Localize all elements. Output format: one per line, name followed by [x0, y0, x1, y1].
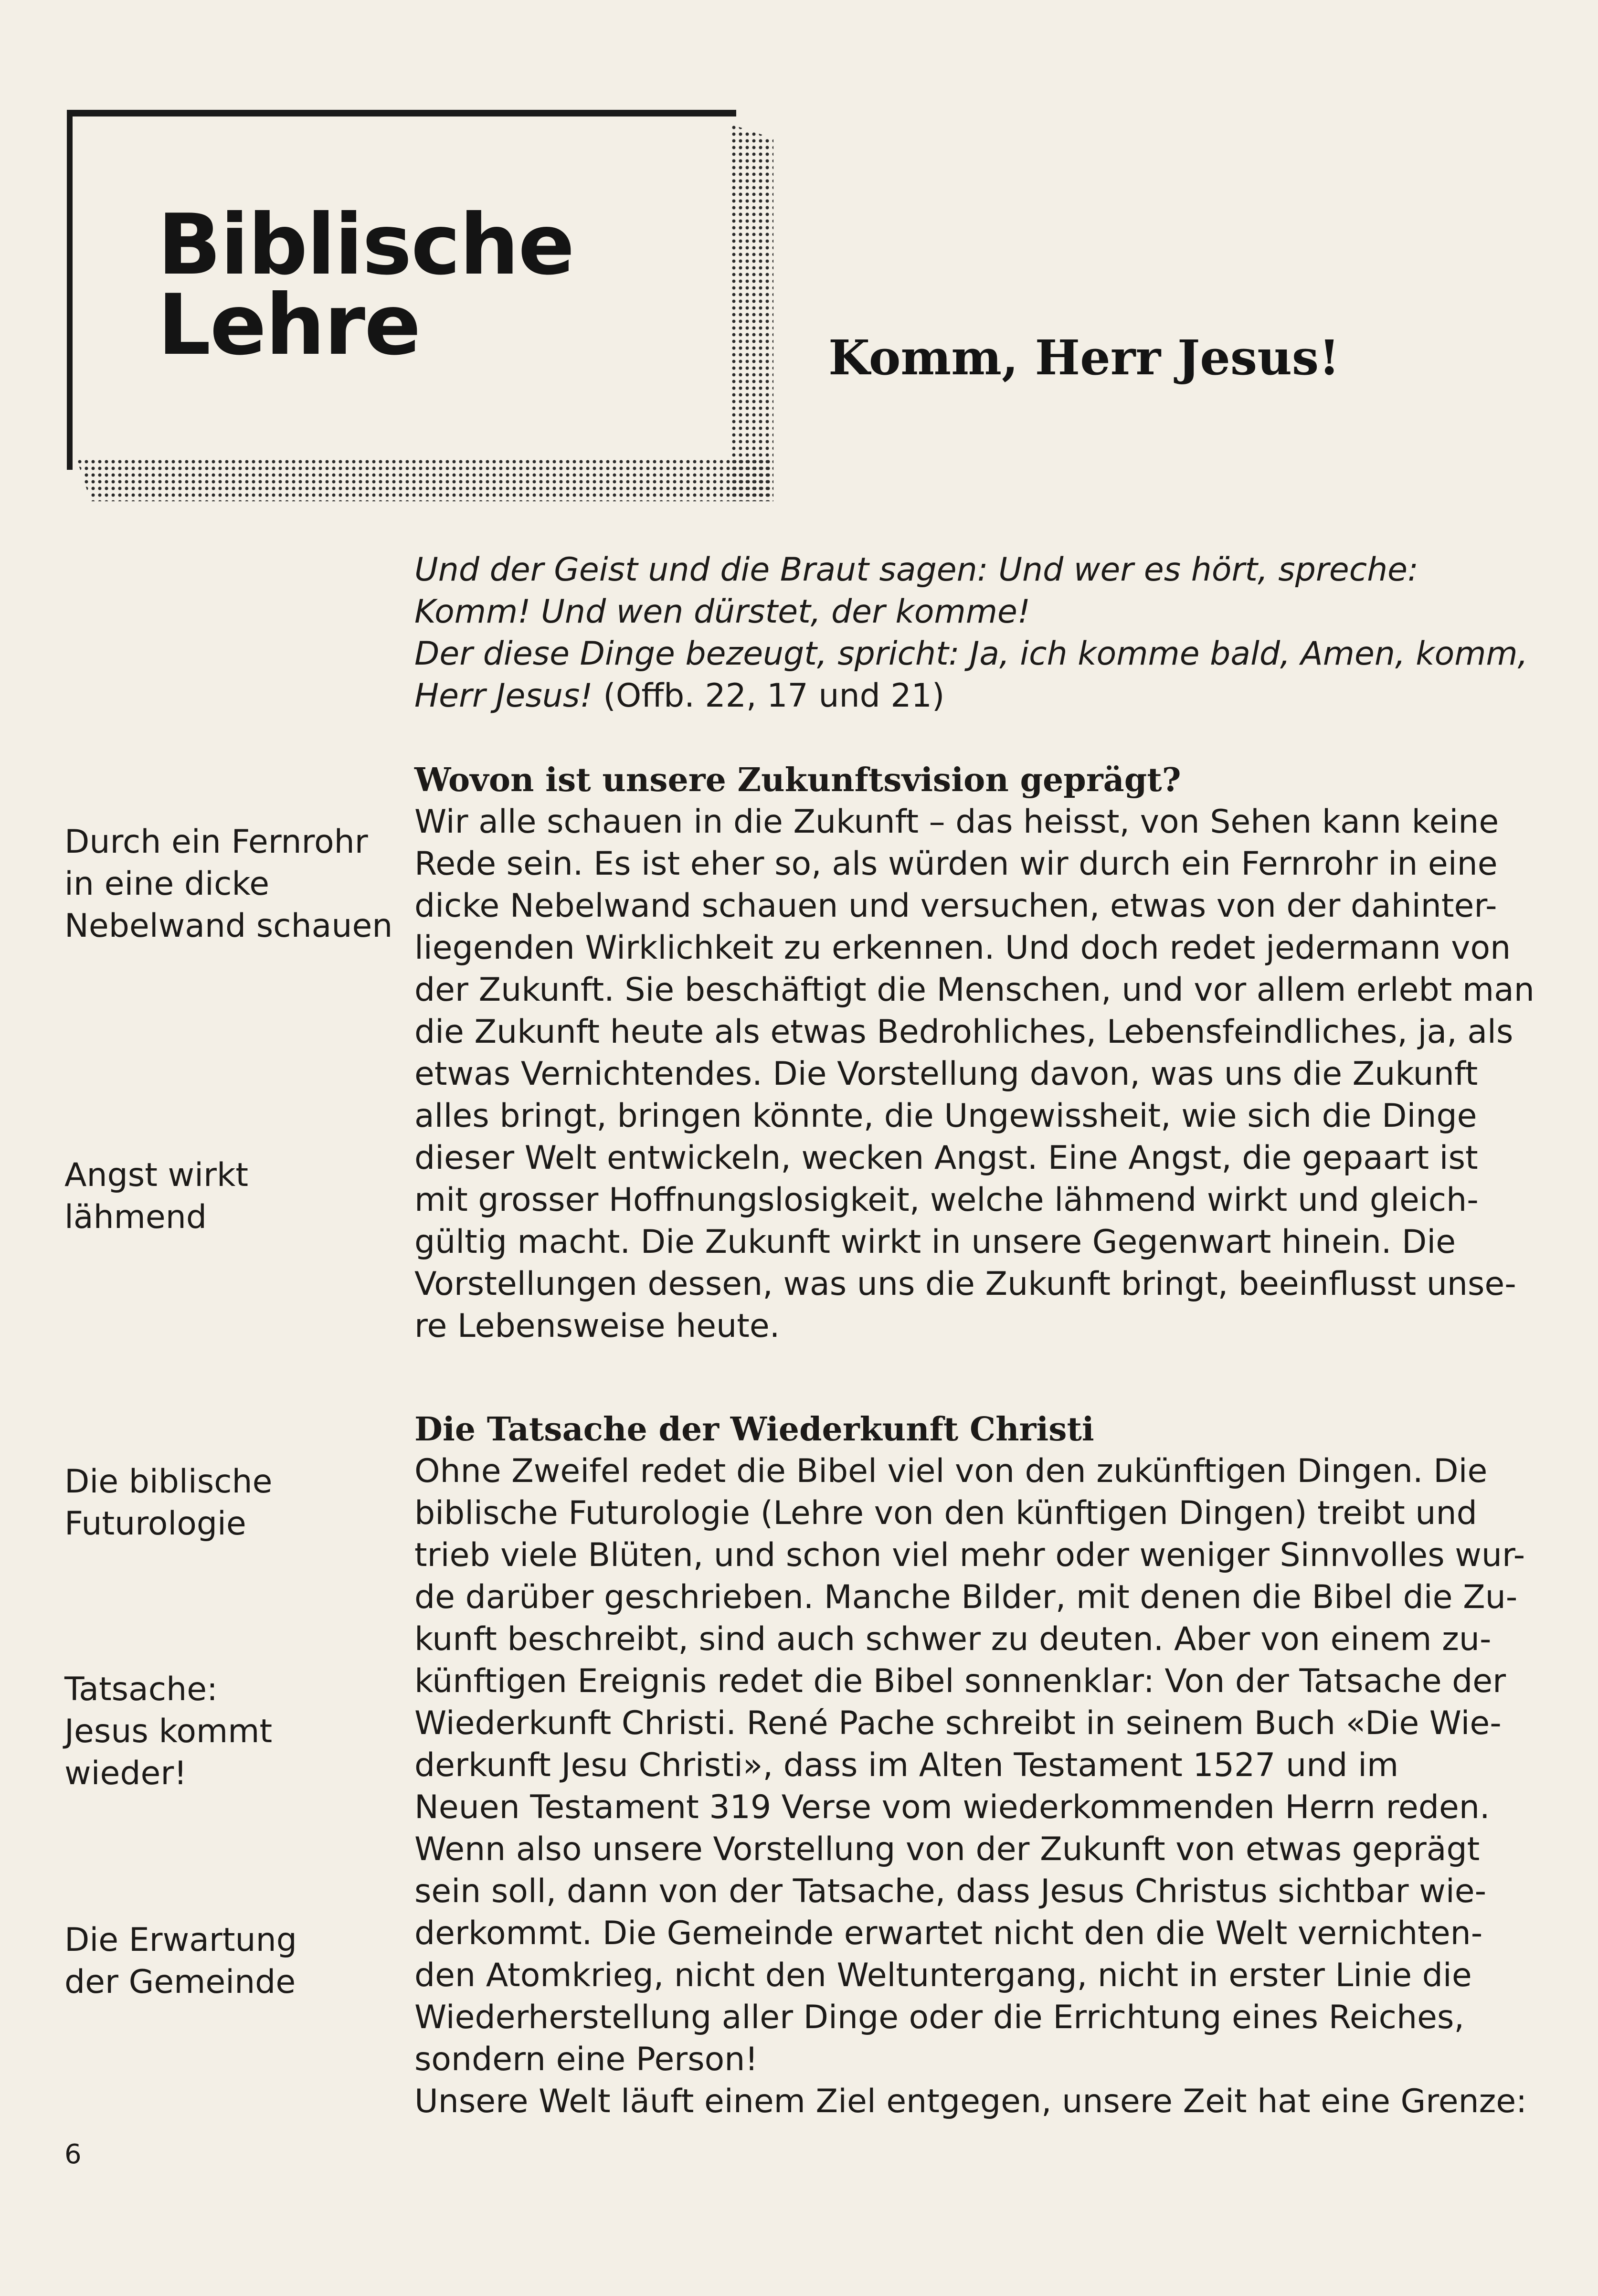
body-line: Unsere Welt läuft einem Ziel entgegen, unsere Zeit hat eine Grenze:: [414, 2083, 1527, 2120]
epigraph-line: Komm! Und wen dürstet, der komme!: [414, 593, 1031, 631]
margin-note-line: Angst wirkt: [64, 1156, 248, 1194]
margin-note-line: der Gemeinde: [64, 1963, 296, 2001]
body-line: der Zukunft. Sie beschäftigt die Menschen, und vor allem erlebt man: [414, 971, 1535, 1009]
body-line: dicke Nebelwand schauen und versuchen, etwas von der dahinter-: [414, 887, 1497, 925]
body-line: künftigen Ereignis redet die Bibel sonnenklar: Von der Tatsache der: [414, 1662, 1506, 1700]
body-line: trieb viele Blüten, und schon viel mehr oder weniger Sinnvolles wur-: [414, 1536, 1525, 1574]
body-line: kunft beschreibt, sind auch schwer zu deuten. Aber von einem zu-: [414, 1620, 1492, 1658]
body-line: derkunft Jesu Christi», dass im Alten Testament 1527 und im: [414, 1746, 1399, 1784]
section-label-line1: Biblische: [158, 197, 574, 294]
margin-note-line: Die Erwartung: [64, 1921, 297, 1959]
margin-note-fernrohr: [64, 821, 392, 947]
body-line: Wiederkunft Christi. René Pache schreibt in seinem Buch «Die Wie-: [414, 1704, 1502, 1742]
margin-note-line: Futurologie: [64, 1505, 246, 1543]
body-line: Rede sein. Es ist eher so, als würden wir durch ein Fernrohr in eine: [414, 845, 1498, 883]
body-line: de darüber geschrieben. Manche Bilder, mit denen die Bibel die Zu-: [414, 1578, 1518, 1616]
margin-note-line: Die biblische: [64, 1463, 273, 1501]
margin-note-line: Jesus kommt: [64, 1713, 273, 1750]
body-line: sein soll, dann von der Tatsache, dass Jesus Christus sichtbar wie-: [414, 1873, 1487, 1910]
body-line: gültig macht. Die Zukunft wirkt in unsere Gegenwart hinein. Die: [414, 1223, 1456, 1261]
body-line: Wenn also unsere Vorstellung von der Zukunft von etwas geprägt: [414, 1830, 1480, 1868]
body-line: Wir alle schauen in die Zukunft – das heisst, von Sehen kann keine: [414, 803, 1499, 841]
section-1: [414, 759, 1541, 1347]
margin-note-line: in eine dicke: [64, 865, 270, 903]
margin-note-line: lähmend: [64, 1198, 207, 1236]
body-line: dieser Welt entwickeln, wecken Angst. Eine Angst, die gepaart ist: [414, 1139, 1478, 1177]
body-line: Ohne Zweifel redet die Bibel viel von den zukünftigen Dingen. Die: [414, 1452, 1488, 1490]
header-box-shadow-right: [730, 124, 773, 501]
epigraph-italic: Herr Jesus!: [414, 677, 593, 715]
body-line: Vorstellungen dessen, was uns die Zukunft bringt, beeinflusst unse-: [414, 1265, 1516, 1303]
margin-note-line: Durch ein Fernrohr: [64, 823, 368, 861]
margin-note-line: Nebelwand schauen: [64, 907, 393, 945]
body-line: mit grosser Hoffnungslosigkeit, welche lähmend wirkt und gleich-: [414, 1181, 1479, 1219]
margin-note-erwartung: [64, 1919, 297, 2003]
section-label: [158, 197, 574, 374]
epigraph-line: [414, 675, 1541, 717]
body-line: sondern eine Person!: [414, 2041, 758, 2078]
section-1-body: [414, 801, 1541, 1347]
body-line: alles bringt, bringen könnte, die Ungewissheit, wie sich die Dinge: [414, 1097, 1477, 1135]
body-line: liegenden Wirklichkeit zu erkennen. Und doch redet jedermann von: [414, 929, 1511, 967]
body-line: derkommt. Die Gemeinde erwartet nicht den die Welt vernichten-: [414, 1915, 1483, 1952]
page-number: 6: [64, 2139, 82, 2170]
epigraph: [414, 549, 1541, 717]
section-2: [414, 1408, 1541, 2123]
epigraph-line: Der diese Dinge bezeugt, spricht: Ja, ich komme bald, Amen, komm,: [414, 635, 1528, 673]
epigraph-line: Und der Geist und die Braut sagen: Und wer es hört, spreche:: [414, 551, 1418, 589]
margin-note-tatsache: [64, 1669, 272, 1795]
body-line: Wiederherstellung aller Dinge oder die Errichtung eines Reiches,: [414, 1999, 1465, 2036]
section-2-body: [414, 1450, 1541, 2123]
body-line: die Zukunft heute als etwas Bedrohliches, Lebensfeindliches, ja, als: [414, 1013, 1513, 1051]
article-title: Komm, Herr Jesus!: [828, 329, 1340, 386]
epigraph-reference: (Offb. 22, 17 und 21): [593, 677, 945, 715]
margin-note-futurologie: [64, 1461, 272, 1545]
margin-note-line: wieder!: [64, 1755, 187, 1792]
section-label-line2: Lehre: [158, 277, 420, 374]
margin-note-line: Tatsache:: [64, 1671, 218, 1708]
section-1-heading: Wovon ist unsere Zukunftsvision geprägt?: [414, 761, 1181, 799]
body-line: etwas Vernichtendes. Die Vorstellung davon, was uns die Zukunft: [414, 1055, 1478, 1093]
body-line: den Atomkrieg, nicht den Weltuntergang, nicht in erster Linie die: [414, 1957, 1472, 1994]
margin-note-angst: [64, 1154, 248, 1238]
body-line: Neuen Testament 319 Verse vom wiederkommenden Herrn reden.: [414, 1788, 1490, 1826]
section-2-heading: Die Tatsache der Wiederkunft Christi: [414, 1410, 1094, 1449]
body-line: re Lebensweise heute.: [414, 1307, 780, 1345]
body-line: biblische Futurologie (Lehre von den künftigen Dingen) treibt und: [414, 1494, 1477, 1532]
